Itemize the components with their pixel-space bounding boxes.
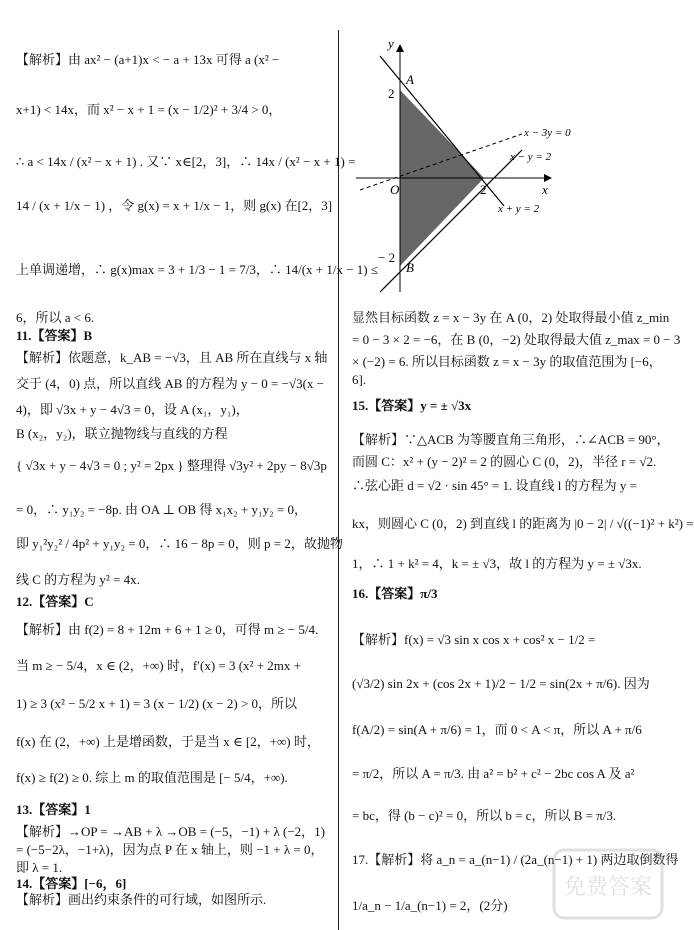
text-line: 17.【解析】将 a_n = a_(n−1) / (2a_(n−1) + 1) 两边取倒数得 <box>352 852 679 867</box>
question-13-answer: 13.【答案】1 <box>16 802 91 817</box>
text-line: 即 y₁²y₂² / 4p² + y₁y₂ = 0，∴ 16 − 8p = 0，则 p = 2，故抛物 <box>16 536 343 551</box>
text-line: 【解析】由 ax² − (a+1)x < − a + 13x 可得 a (x² − <box>16 52 280 67</box>
feasible-region-graph <box>352 34 571 296</box>
text-line: 【解析】∵△ACB 为等腰直角三角形，∴∠ACB = 90°， <box>352 432 670 447</box>
point-a-label: A <box>406 72 414 87</box>
point-b-label: B <box>406 260 414 275</box>
text-line: 1) ≥ 3 (x² − 5/2 x + 1) = 3 (x − 1/2) (x − 2) > 0，所以 <box>16 696 298 711</box>
text-line: B (x₂，y₂)，联立抛物线与直线的方程 <box>16 426 228 441</box>
question-11-answer: 11.【答案】B <box>16 328 93 343</box>
x-axis-label: x <box>542 182 548 197</box>
text-line: = π/2，所以 A = π/3. 由 a² = b² + c² − 2bc cos A 及 a² <box>352 766 635 781</box>
origin-label: O <box>390 182 400 197</box>
text-line: 1/a_n − 1/a_(n−1) = 2，(2分) <box>352 898 508 913</box>
text-line: 【解析】→OP = →AB + λ →OB = (−5，−1) + λ (−2，1) <box>16 824 325 839</box>
y-axis-arrow <box>396 44 404 52</box>
text-line: = 0，∴ y₁y₂ = −8p. 由 OA ⊥ OB 得 x₁x₂ + y₁y₂ = 0， <box>16 502 307 517</box>
text-line: 1，∴ 1 + k² = 4，k = ± √3，故 l 的方程为 y = ± √3x. <box>352 556 642 571</box>
text-line: 而圆 C：x² + (y − 2)² = 2 的圆心 C (0，2)，半径 r = √2. <box>352 454 657 469</box>
tick-2-y: 2 <box>388 86 395 101</box>
text-line: (√3/2) sin 2x + (cos 2x + 1)/2 − 1/2 = sin(2x + π/6). 因为 <box>352 676 650 691</box>
text-line: f(x) 在 (2，+∞) 上是增函数，于是当 x ∈ [2，+∞) 时， <box>16 734 320 749</box>
y-axis-label: y <box>388 36 394 51</box>
question-16-answer: 16.【答案】π/3 <box>352 586 438 601</box>
text-line: 即 λ = 1. <box>16 860 63 875</box>
line1-label: x − 3y = 0 <box>524 127 571 139</box>
text-line: 显然目标函数 z = x − 3y 在 A (0，2) 处取得最小值 z_min <box>352 310 670 325</box>
text-line: x+1) < 14x，而 x² − x + 1 = (x − 1/2)² + 3/4 > 0， <box>16 102 282 117</box>
text-line: ∴弦心距 d = √2 · sin 45° = 1. 设直线 l 的方程为 y = <box>352 478 637 493</box>
question-12-answer: 12.【答案】C <box>16 594 94 609</box>
question-15-answer: 15.【答案】y = ± √3x <box>352 398 472 413</box>
text-line: 线 C 的方程为 y² = 4x. <box>16 572 140 587</box>
text-line: 14 / (x + 1/x − 1) ，令 g(x) = x + 1/x − 1，则 g(x) 在[2，3] <box>16 198 333 213</box>
text-line: { √3x + y − 4√3 = 0 ; y² = 2px } 整理得 √3y² + 2py − 8√3p <box>16 458 327 473</box>
text-line: f(A/2) = sin(A + π/6) = 1，而 0 < A < π，所以 A + π/6 <box>352 722 642 737</box>
text-line: 上单调递增，∴ g(x)max = 3 + 1/3 − 1 = 7/3，∴ 14/(x + 1/x − 1) ≤ <box>16 262 379 277</box>
tick-2-x: 2 <box>480 182 487 197</box>
watermark-text: 免费答案 <box>563 875 653 900</box>
text-line: 6]. <box>352 372 367 387</box>
text-line: = bc，得 (b − c)² = 0，所以 b = c，所以 B = π/3. <box>352 808 617 823</box>
watermark-stamp <box>548 844 668 924</box>
x-axis-arrow <box>544 174 552 182</box>
text-line: 【解析】画出约束条件的可行域，如图所示. <box>16 892 267 907</box>
text-line: 4)，即 √3x + y − 4√3 = 0，设 A (x₁，y₁)， <box>16 402 249 417</box>
text-line: 【解析】依题意，k_AB = −√3，且 AB 所在直线与 x 轴 <box>16 350 328 365</box>
text-line: 当 m ≥ − 5/4，x ∈ (2，+∞) 时，f′(x) = 3 (x² + 2mx + <box>16 658 301 673</box>
text-line: 【解析】f(x) = √3 sin x cos x + cos² x − 1/2 = <box>352 632 596 647</box>
text-line: 交于 (4，0) 点，所以直线 AB 的方程为 y − 0 = −√3(x − <box>16 376 325 391</box>
text-line: f(x) ≥ f(2) ≥ 0. 综上 m 的取值范围是 [− 5/4，+∞). <box>16 770 288 785</box>
line2-label: x − y = 2 <box>510 151 552 163</box>
line3-label: x + y = 2 <box>498 203 540 215</box>
text-line: × (−2) = 6. 所以目标函数 z = x − 3y 的取值范围为 [−6， <box>352 354 662 369</box>
text-line: 6，所以 a < 6. <box>16 310 95 325</box>
text-line: kx，则圆心 C (0，2) 到直线 l 的距离为 |0 − 2| / √((−1)² + k²) = <box>352 516 694 531</box>
question-14-answer: 14.【答案】[−6，6] <box>16 876 127 891</box>
tick-neg2-y: − 2 <box>378 250 396 265</box>
text-line: ∴ a < 14x / (x² − x + 1) . 又∵ x∈[2，3]，∴ 14x / (x² − x + 1) = <box>16 154 356 169</box>
text-line: = 0 − 3 × 2 = −6，在 B (0，−2) 处取得最大值 z_max = 0 − 3 <box>352 332 681 347</box>
text-line: = (−5−2λ，−1+λ)，因为点 P 在 x 轴上，则 −1 + λ = 0， <box>16 842 324 857</box>
text-line: 【解析】由 f(2) = 8 + 12m + 6 + 1 ≥ 0，可得 m ≥ − 5/4. <box>16 622 319 637</box>
